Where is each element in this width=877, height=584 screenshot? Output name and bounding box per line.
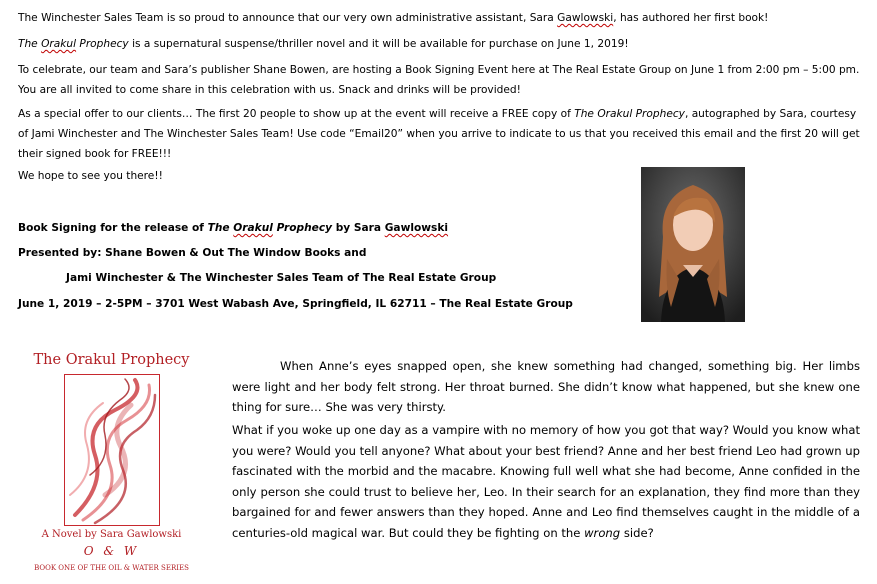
cover-frame <box>64 374 160 526</box>
intro-paragraph-1: The Winchester Sales Team is so proud to announce that our very own administrative assistant, Sara Gawlowski, has authored her first book! <box>18 12 769 24</box>
intro-paragraph-2: The Orakul Prophecy is a supernatural suspense/thriller novel and it will be available for purchase on June 1, 2019! <box>18 38 629 50</box>
cover-title: The Orakul Prophecy <box>33 352 190 368</box>
intro-paragraph-3: To celebrate, our team and Sara’s publisher Shane Bowen, are hosting a Book Signing Event here at The Real Estate Group on June 1 from 2:00 pm – 5:00 pm. You are all invited to come share in this celebration with us. Snack and drinks will be provided! <box>18 64 860 96</box>
publisher-mark: O & W <box>83 544 140 558</box>
blurb-paragraph-2: What if you woke up one day as a vampire with no memory of how you got that way? Would you know what you were? Would you tell anyone? What about your best friend? Anne and her best friend Leo had grown up fascinated with the morbid and the macabre. Knowing full well what she had become, Anne confided in the only person she could trust to believe her, Leo. In their search for an explanation, they find more than they bargained for and fewer answers than they hoped. Anne and Leo find themselves caught in the middle of a centuries-old magical war. But could they be fighting on the wrong side? <box>232 423 860 540</box>
event-date-location: June 1, 2019 – 2-5PM – 3701 West Wabash Ave, Springfield, IL 62711 – The Real Estate Group <box>18 298 573 310</box>
event-presenter-line-2: Jami Winchester & The Winchester Sales Team of The Real Estate Group <box>66 272 497 284</box>
red-smoke-illustration <box>65 375 159 525</box>
book-cover <box>30 346 193 578</box>
event-presenter-line: Presented by: Shane Bowen & Out The Window Books and <box>18 247 367 259</box>
intro-paragraph-5: We hope to see you there!! <box>18 170 163 182</box>
cover-author: A Novel by Sara Gawlowski <box>41 529 182 540</box>
intro-paragraph-4: As a special offer to our clients… The first 20 people to show up at the event will receive a FREE copy of The Orakul Prophecy, autographed by Sara, courtesy of Jami Winchester and The Winchester Sales Team! Use code “Email20” when you arrive to indicate to us that you received this email and the first 20 will get their signed book for FREE!!! <box>18 108 860 160</box>
author-surname: Gawlowski <box>557 12 614 24</box>
event-title-line: Book Signing for the release of The Orakul Prophecy by Sara Gawlowski <box>18 222 449 234</box>
author-photo <box>641 167 745 322</box>
cover-series: BOOK ONE OF THE OIL & WATER SERIES <box>34 564 189 572</box>
author-surname: Gawlowski <box>384 222 449 234</box>
blurb-paragraph-1: When Anne’s eyes snapped open, she knew something had changed, something big. Her limbs were light and her body felt strong. Her throat burned. She didn’t know what happened, but she knew one thing for sure… She was very thirsty. <box>232 359 860 414</box>
author-portrait-image <box>641 167 745 322</box>
emphasis-word: wrong <box>584 525 621 540</box>
book-title: The Orakul Prophecy <box>18 38 129 50</box>
book-title: The Orakul Prophecy <box>207 222 332 234</box>
book-title: The Orakul Prophecy <box>574 108 685 120</box>
